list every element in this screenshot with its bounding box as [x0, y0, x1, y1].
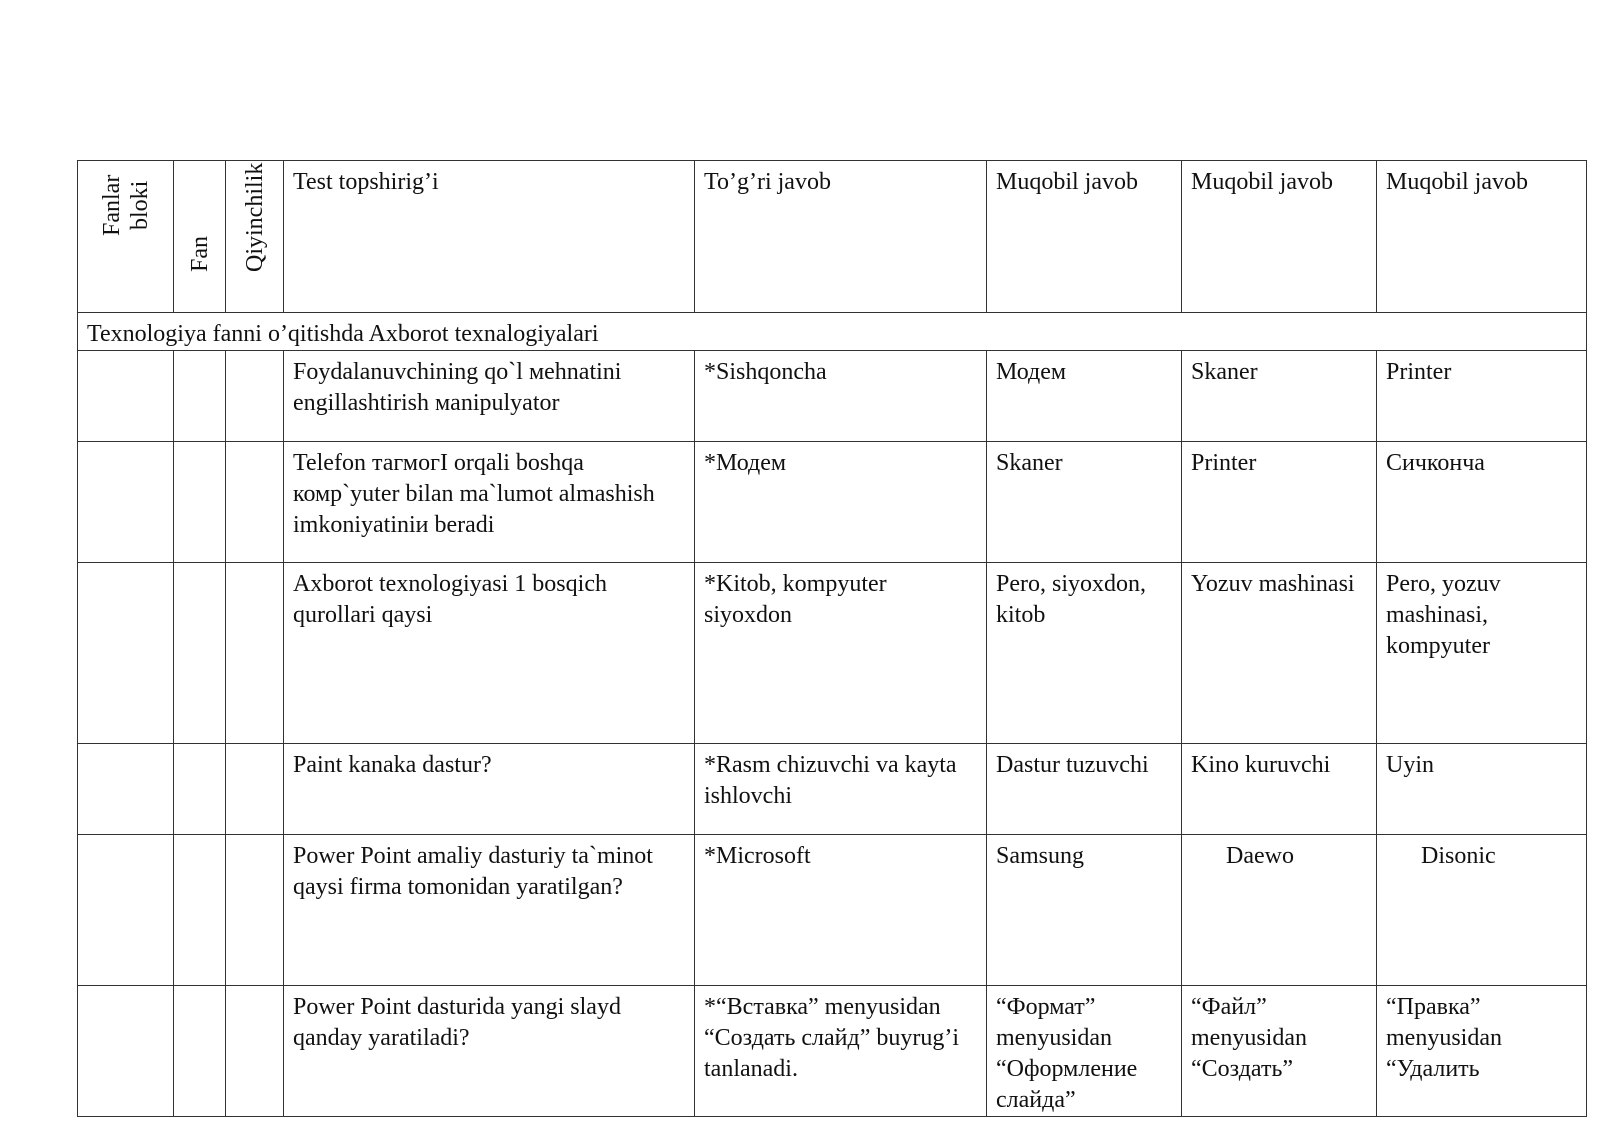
table-row — [78, 835, 1587, 986]
header-fanlar-bloki-label: Fanlar bloki — [98, 174, 153, 236]
empty-cell — [226, 563, 284, 744]
empty-cell — [78, 563, 174, 744]
correct-answer: *Rasm chizuvchi va kayta ishlovchi — [695, 744, 987, 835]
empty-cell — [78, 351, 174, 442]
header-qiyinchilik-label: Qiyinchilik — [241, 162, 268, 272]
alt-answer-1: Skaner — [987, 442, 1182, 563]
question-text: Power Point amaliy dasturiy ta`minot qaysi firma tomonidan yaratilgan? — [284, 835, 695, 986]
empty-cell — [226, 835, 284, 986]
alt-answer-1: “Формат” menyusidan “Оформление слайда” — [987, 986, 1182, 1117]
alt-answer-1: Pero, siyoxdon, kitob — [987, 563, 1182, 744]
empty-cell — [226, 744, 284, 835]
header-alt3: Muqobil javob — [1377, 161, 1587, 313]
question-text: Axborot texnologiyasi 1 bosqich qurollari qaysi — [284, 563, 695, 744]
alt-answer-2: “Файл” menyusidan “Создать” — [1182, 986, 1377, 1117]
empty-cell — [174, 351, 226, 442]
alt-answer-3: Printer — [1377, 351, 1587, 442]
alt-answer-2: Yozuv mashinasi — [1182, 563, 1377, 744]
alt-answer-2: Printer — [1182, 442, 1377, 563]
section-title: Texnologiya fanni o’qitishda Axborot texnalogiyalari — [78, 313, 1587, 351]
alt-answer-3: Pero, yozuv mashinasi, kompyuter — [1377, 563, 1587, 744]
empty-cell — [226, 351, 284, 442]
empty-cell — [78, 835, 174, 986]
table-row — [78, 563, 1587, 744]
empty-cell — [78, 986, 174, 1117]
alt-answer-1: Samsung — [987, 835, 1182, 986]
question-text: Telefon тагмогI orqali boshqa комр`yuter bilan ma`lumot almashish imkoniyatiniи beradi — [284, 442, 695, 563]
alt-answer-1: Модем — [987, 351, 1182, 442]
empty-cell — [174, 442, 226, 563]
empty-cell — [78, 442, 174, 563]
correct-answer: *Модем — [695, 442, 987, 563]
empty-cell — [174, 744, 226, 835]
alt-answer-3: Uyin — [1377, 744, 1587, 835]
header-test: Test topshirig’i — [284, 161, 695, 313]
correct-answer: *Sishqoncha — [695, 351, 987, 442]
question-text: Power Point dasturida yangi slayd qanday yaratiladi? — [284, 986, 695, 1117]
header-qiyinchilik — [226, 161, 284, 313]
question-text: Foydalanuvchining qo`l мehnatini engillashtirish мanipulyator — [284, 351, 695, 442]
table-row — [78, 351, 1587, 442]
correct-answer: *“Вставка” menyusidan “Создать слайд” buyrug’i tanlanadi. — [695, 986, 987, 1117]
alt-answer-2: Skaner — [1182, 351, 1377, 442]
empty-cell — [174, 986, 226, 1117]
empty-cell — [226, 986, 284, 1117]
empty-cell — [174, 835, 226, 986]
header-correct: To’g’ri javob — [695, 161, 987, 313]
header-fan — [174, 161, 226, 313]
header-fan-label: Fan — [186, 236, 213, 272]
alt-answer-2: Kino kuruvchi — [1182, 744, 1377, 835]
alt-answer-3: “Правка” menyusidan “Удалить — [1377, 986, 1587, 1117]
table-row — [78, 744, 1587, 835]
alt-answer-2: Daewo — [1182, 835, 1377, 986]
section-row — [78, 313, 1587, 351]
table-row — [78, 986, 1587, 1117]
empty-cell — [78, 744, 174, 835]
table-row — [78, 442, 1587, 563]
correct-answer: *Kitob, kompyuter siyoxdon — [695, 563, 987, 744]
header-row — [78, 161, 1587, 313]
correct-answer: *Microsoft — [695, 835, 987, 986]
empty-cell — [174, 563, 226, 744]
header-fanlar-bloki — [78, 161, 174, 313]
question-text: Paint kanaka dastur? — [284, 744, 695, 835]
header-alt1: Muqobil javob — [987, 161, 1182, 313]
alt-answer-1: Dastur tuzuvchi — [987, 744, 1182, 835]
empty-cell — [226, 442, 284, 563]
test-questions-table — [77, 160, 1587, 1117]
alt-answer-3: Сичконча — [1377, 442, 1587, 563]
alt-answer-3: Disonic — [1377, 835, 1587, 986]
header-alt2: Muqobil javob — [1182, 161, 1377, 313]
